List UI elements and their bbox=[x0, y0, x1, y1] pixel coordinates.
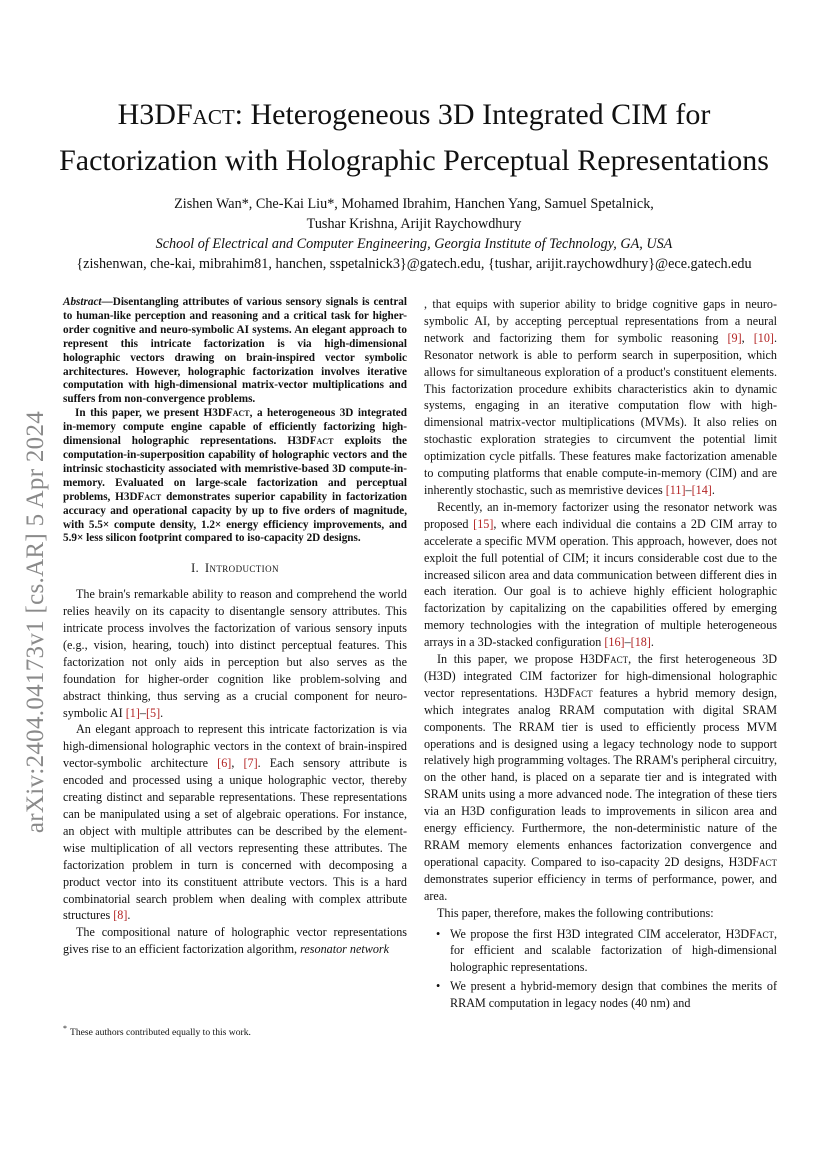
citation-link[interactable]: [8] bbox=[113, 908, 128, 923]
list-item: • We propose the first H3D integrated CIM accelerator, H3DFact, for efficient and scalable factorization of high-dimensional holographic representations. bbox=[436, 926, 777, 975]
footnote-text: These authors contributed equally to this work. bbox=[70, 1027, 251, 1039]
intro-paragraph-4: Recently, an in-memory factorizer using the resonator network was proposed [15], where each individual die contains a 2D CIM array to accelerate a specific MVM operation. This approach, however, does not exploit the full potential of CIM; it incurs considerable cost due to the increased silicon area and data communication between different dies in each iteration. Our goal is to achieve highly efficient holographic factorization by capitalizing on the capabilities offered by emerging memory technologies with the integration of multiple heterogeneous arrays in a 3D-stacked configuration [16]–[18]. bbox=[424, 499, 777, 650]
citation-link[interactable]: [18] bbox=[630, 635, 651, 650]
citation-link[interactable]: [15] bbox=[473, 516, 494, 531]
right-column bbox=[424, 296, 777, 1014]
citation-link[interactable]: [6] bbox=[217, 756, 232, 771]
arxiv-stamp-text: arXiv:2404.04173v1 [cs.AR] 5 Apr 2024 bbox=[22, 410, 49, 834]
author-emails: {zishenwan, che-kai, mibrahim81, hanchen, sspetalnick3}@gatech.edu, {tushar, arijit.raychowdhury}@ece.gatech.edu bbox=[76, 256, 752, 272]
intro-paragraph-2: An elegant approach to represent this intricate factorization is via high-dimensional holographic vectors in the context of brain-inspired vector-symbolic architecture [6], [7]. Each sensory attribute is encoded and processed using a unique holographic vector, thereby creating distinct and separable representations. These representations can be manipulated using a set of algebraic operations. For instance, an object with multiple attributes can be described by the element-wise multiplication of all vectors representing these attributes. The factorization problem in turn is concerned with decomposing a product vector into its constituent attribute vectors. This is a hard combinatorial search problem when dealing with complex attribute structures [8]. bbox=[63, 722, 407, 923]
citation-link[interactable]: [1] bbox=[125, 705, 140, 720]
abstract-label: Abstract bbox=[63, 296, 102, 308]
citation-link[interactable]: [11] bbox=[665, 482, 686, 497]
footnote bbox=[63, 1022, 407, 1039]
citation-link[interactable]: [10] bbox=[753, 330, 774, 345]
citation-link[interactable]: [14] bbox=[691, 482, 712, 497]
author-block bbox=[60, 194, 768, 274]
intro-paragraph-3-start: The compositional nature of holographic vector representations gives rise to an efficient factorization algorithm, resonator network bbox=[63, 925, 407, 957]
section-heading-introduction: I. Introduction bbox=[191, 561, 279, 576]
bullet-icon: • bbox=[436, 926, 441, 941]
title-line-2: Factorization with Holographic Perceptual Representations bbox=[59, 144, 769, 177]
intro-paragraph-5: In this paper, we propose H3DFact, the first heterogeneous 3D (H3D) integrated CIM factorizer for high-dimensional holographic vector representations. H3DFact features a hybrid memory design, which integrates analog RRAM computation with digital SRAM components. The RRAM tier is used to efficiently process MVM operations and is designed using a legacy technology node to support relatively high programming voltages. The RRAM's peripheral circuitry, on the other hand, is placed on a separate tier and is integrated with SRAM units using a more advanced node. The integration of these tiers via an H3D configuration leads to improvements in silicon area and energy efficiency. Furthermore, the non-deterministic nature of the RRAM memory elements enhances factorization convergence and operational capacity. Compared to iso-capacity 2D designs, H3DFact demonstrates superior efficiency in terms of performance, power, and area. bbox=[424, 652, 777, 903]
author-list-line-1: Zishen Wan*, Che-Kai Liu*, Mohamed Ibrahim, Hanchen Yang, Samuel Spetalnick, bbox=[174, 196, 654, 212]
citation-link[interactable]: [16] bbox=[604, 635, 625, 650]
intro-paragraph-1: The brain's remarkable ability to reason and comprehend the world relies heavily on its capacity to disentangle sensory attributes. This intricate process involves the factorization of various sensory inputs (e.g., vision, hearing, touch) into distinct perceptual features. This factorization not only aids in perception but also serves as the foundation for higher-order cognition like problem-solving and abstract thinking, thus serving as a crucial component for neuro-symbolic AI [1]–[5]. bbox=[63, 587, 407, 720]
bullet-icon: • bbox=[436, 979, 441, 994]
author-list-line-2: Tushar Krishna, Arijit Raychowdhury bbox=[306, 216, 522, 232]
paper-title bbox=[40, 92, 788, 184]
citation-link[interactable]: [9] bbox=[727, 330, 742, 345]
affiliation: School of Electrical and Computer Engineering, Georgia Institute of Technology, GA, USA bbox=[155, 236, 673, 252]
list-item: • We present a hybrid-memory design that combines the merits of RRAM computation in legacy nodes (40 nm) and bbox=[436, 979, 777, 1011]
arxiv-stamp bbox=[22, 372, 50, 872]
citation-link[interactable]: [5] bbox=[145, 705, 161, 720]
contributions-list bbox=[424, 926, 777, 1013]
intro-paragraph-6: This paper, therefore, makes the following contributions: bbox=[437, 905, 714, 920]
citation-link[interactable]: [7] bbox=[243, 756, 258, 771]
abstract-paragraph-2: In this paper, we present H3DFact, a heterogeneous 3D integrated in-memory compute engine capable of efficiently factorizing high-dimensional holographic representations. H3DFact exploits the computation-in-superposition capability of holographic vectors and the intrinsic stochasticity associated with memristive-based 3D compute-in-memory. Evaluated on large-scale factorization and perceptual problems, H3DFact demonstrates superior capability in factorization accuracy and operational capacity by up to five orders of magnitude, with 5.5× compute density, 1.2× energy efficiency improvements, and 5.9× less silicon footprint compared to iso-capacity 2D designs. bbox=[63, 407, 407, 545]
abstract bbox=[63, 296, 407, 546]
abstract-paragraph-1: Abstract—Disentangling attributes of various sensory signals is central to human-like perception and reasoning and a critical task for higher-order cognitive and neuro-symbolic AI systems. An elegant approach to represent this intricate factorization is via high-dimensional holographic vectors drawing on brain-inspired vector symbolic architectures. However, holographic factorization involves iterative computation with high-dimensional matrix-vector multiplications and suffers from non-convergence problems. bbox=[63, 296, 407, 406]
left-column bbox=[63, 296, 407, 958]
title-line-1: H3DFact: Heterogeneous 3D Integrated CIM for bbox=[117, 98, 711, 131]
intro-paragraph-3-cont: , that equips with superior ability to bridge cognitive gaps in neuro-symbolic AI, by accepting perceptual representations from a neural network and factorizing them for symbolic reasoning [9], [10]. Resonator network is able to perform search in superposition, which allows for simultaneous exploration of a product's constituent elements. This factorization procedure exhibits characteristics akin to dynamic systems, engaging in an iterative computation flow with high-dimensional matrix-vector multiplications (MVMs). It also relies on stochastic exploration strategies to circumvent the potential limit optimization cycle pitfalls. These features make factorization amenable to computing platforms that enable compute-in-memory (CIM) and are inherently stochastic, such as memristive devices [11]–[14]. bbox=[424, 297, 777, 497]
footnote-mark: * bbox=[63, 1024, 67, 1033]
